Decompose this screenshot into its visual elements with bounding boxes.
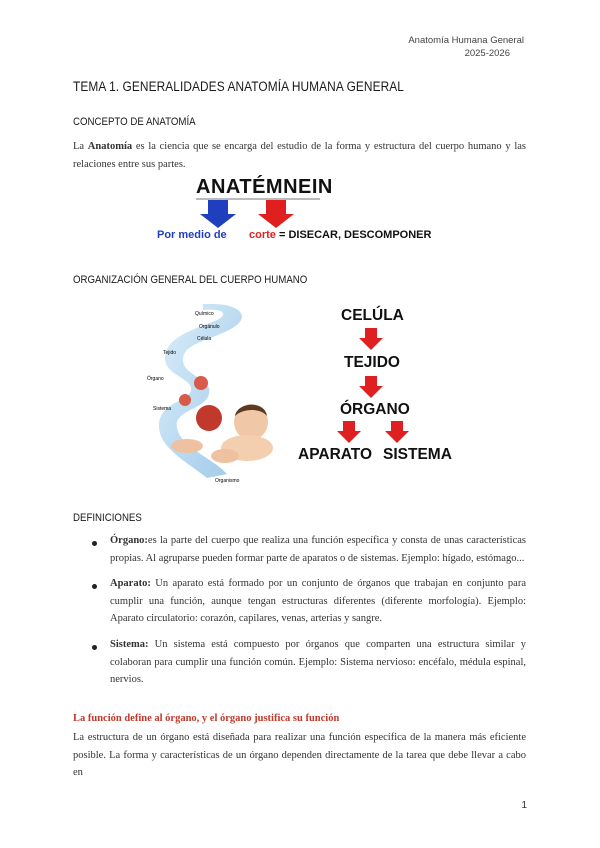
corte-definition (249, 229, 431, 241)
intro-paragraph (73, 138, 526, 173)
academic-year: 2025-2026 (464, 48, 510, 59)
etymology-arrows (200, 198, 300, 230)
hierarchy-tejido: TEJIDO (344, 354, 400, 371)
intro-term: Anatomía (87, 141, 133, 152)
definition-text: Un sistema está compuesto por órganos que comparten una estructura similar y colaboran para cumplir una función común. Ejemplo: Sistema nervioso: encéfalo, médula espinal, nervios. (110, 639, 526, 685)
document-header (408, 34, 524, 60)
illustration-label-3: Tejido (163, 350, 177, 356)
section-organizacion: ORGANIZACIÓN GENERAL DEL CUERPO HUMANO (73, 274, 308, 286)
hierarchy-aparato: APARATO (298, 446, 373, 463)
definition-sistema (110, 636, 526, 689)
down-arrow-icon (384, 420, 410, 444)
illustration-label-6: Organismo (215, 478, 240, 484)
intro-post: es la ciencia que se encarga del estudio de la forma y estructura del cuerpo humano y las relaciones entre sus partes. (73, 141, 526, 170)
definition-text: Un aparato está formado por un conjunto de órganos que trabajan en conjunto para cumplir una función, aunque tengan estructuras diferentes (diferente morfología). Ejemplo: Aparato circulatorio: corazón, capilares, venas, arterias y sangre. (110, 578, 526, 624)
definition-term: Aparato: (110, 578, 151, 589)
etymology-word: ANATÉMNEIN (196, 176, 333, 198)
definition-aparato (110, 575, 526, 628)
section-definiciones: DEFINICIONES (73, 512, 142, 524)
bullet-dot (92, 541, 97, 546)
bullet-dot (92, 645, 97, 650)
down-arrow-icon (358, 327, 384, 351)
page-number: 1 (521, 800, 527, 811)
red-down-arrow-icon (258, 200, 294, 228)
illustration-label-2: Célula (197, 336, 212, 342)
down-arrow-icon (336, 420, 362, 444)
body-organization-illustration (143, 298, 283, 488)
illustration-label-5: Sistema (153, 406, 172, 412)
por-medio-label: Por medio de (157, 229, 227, 241)
definition-text: es la parte del cuerpo que realiza una función específica y consta de unas características propias. Al agruparse pueden formar parte de aparatos o de sistemas. Ejemplo: hígado, estómago... (110, 535, 526, 564)
corte-meaning: = DISECAR, DESCOMPONER (275, 229, 432, 241)
funcion-heading: La función define al órgano, y el órgano justifica su función (73, 713, 340, 724)
definition-term: Sistema: (110, 639, 149, 650)
blue-down-arrow-icon (200, 200, 236, 228)
page-title: TEMA 1. GENERALIDADES ANATOMÍA HUMANA GENERAL (73, 79, 404, 94)
definition-term: Órgano: (110, 535, 148, 546)
illustration-label-0: Químico (195, 311, 214, 317)
section-concepto: CONCEPTO DE ANATOMÍA (73, 116, 196, 128)
bullet-dot (92, 584, 97, 589)
illustration-label-1: Orgánulo (199, 324, 220, 330)
definition-organo (110, 532, 526, 567)
corte-word: corte (249, 229, 276, 241)
hierarchy-organo: ÓRGANO (340, 401, 410, 418)
heart-organ-icon (196, 405, 222, 431)
down-arrow-icon (358, 375, 384, 399)
hierarchy-sistema: SISTEMA (383, 446, 452, 463)
hierarchy-celula: CELÚLA (341, 307, 404, 324)
illustration-label-4: Órgano (147, 376, 164, 382)
funcion-paragraph: La estructura de un órgano está diseñada para realizar una función específica de la manera más eficiente posible. La forma y características de un órgano dependen directamente de la tarea que debe llevar a cabo en (73, 732, 526, 778)
intro-pre: La (73, 141, 88, 152)
course-name: Anatomía Humana General (408, 35, 524, 46)
